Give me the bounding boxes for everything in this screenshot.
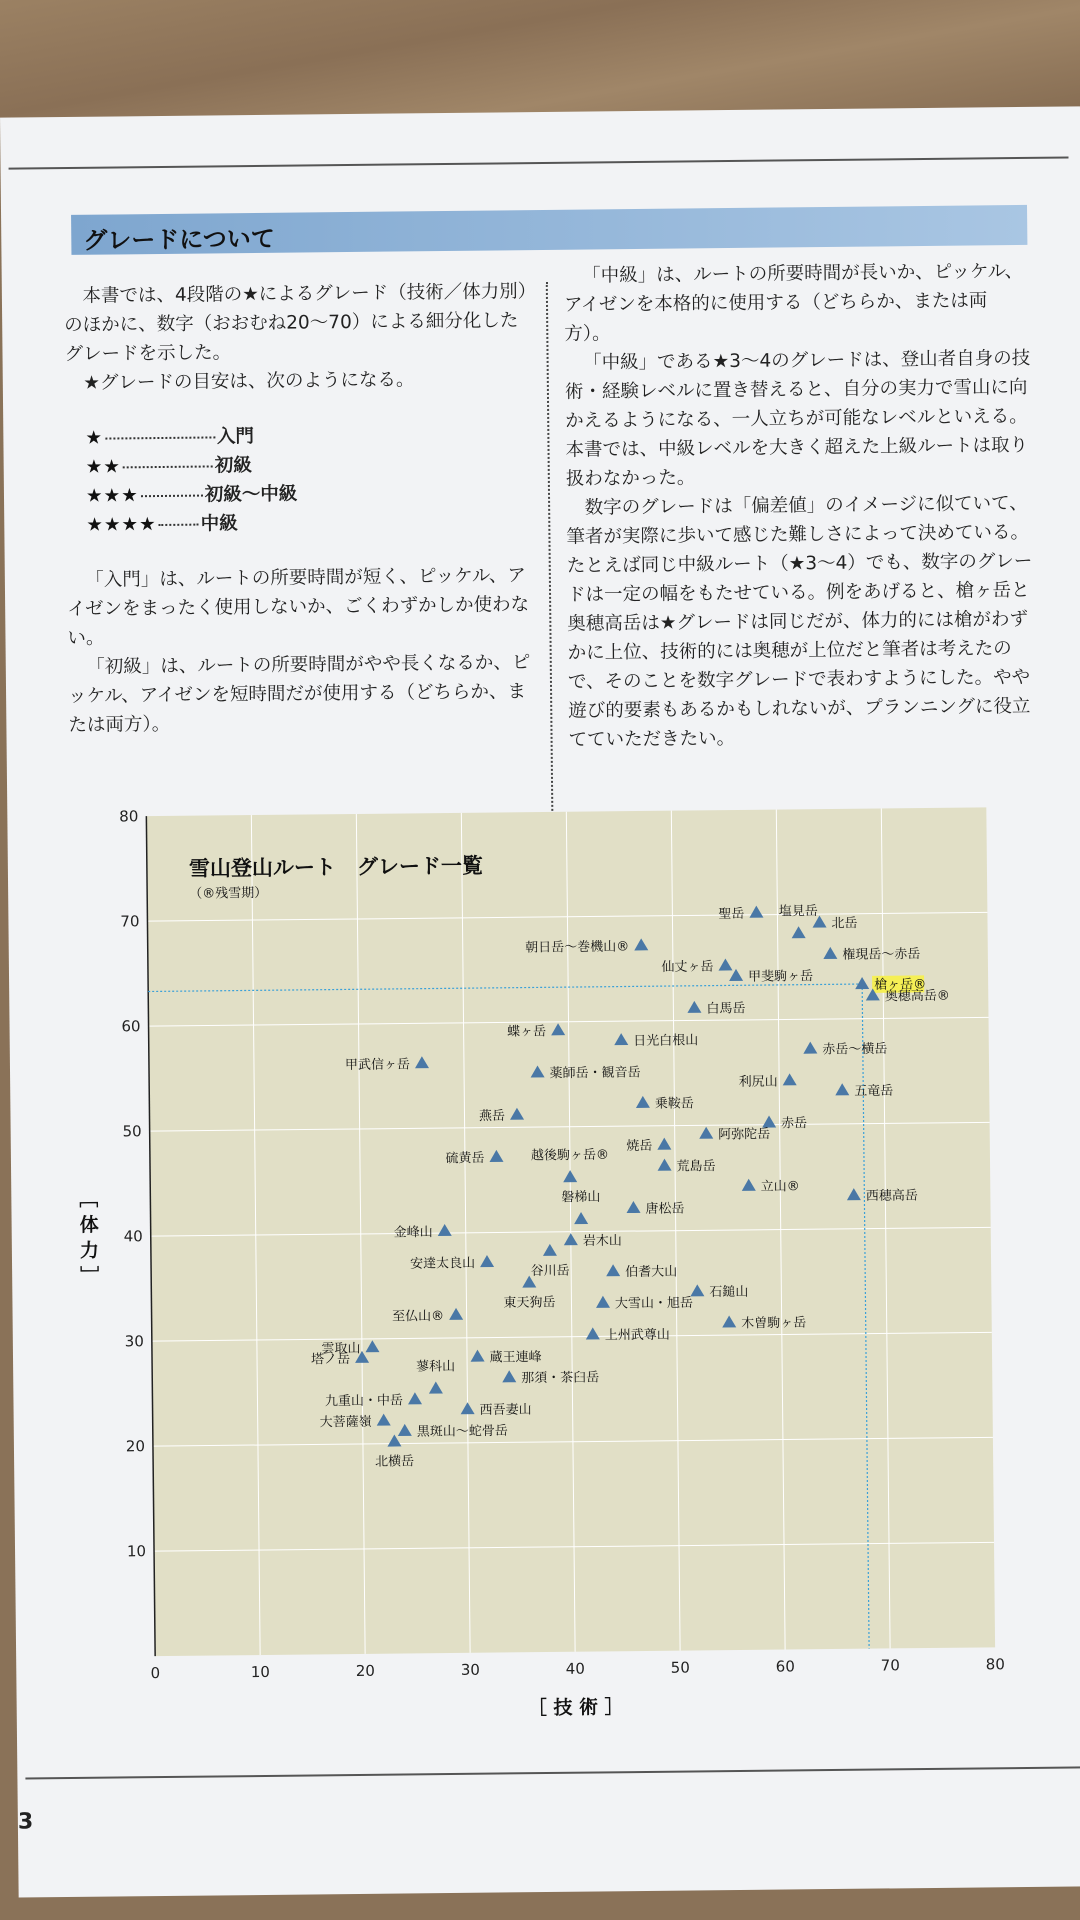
route-label: 北横岳 xyxy=(375,1454,415,1470)
route-label: 雲取山 xyxy=(321,1341,361,1357)
grade-stars: ★ xyxy=(85,427,104,449)
route-label: 岩木山 xyxy=(582,1233,622,1250)
x-tick-label: 20 xyxy=(355,1661,375,1681)
grade-row xyxy=(85,419,533,453)
route-label: 乗鞍岳 xyxy=(654,1096,694,1112)
left-paragraph-1: 本書では、4段階の★によるグレード（技術／体力別）のほかに、数字（おおむね20〜70）による細分化したグレードを示した。 xyxy=(64,281,528,365)
route-label: 甲斐駒ヶ岳 xyxy=(747,969,814,985)
route-label: 薬師岳・観音岳 xyxy=(549,1065,641,1082)
route-label: 蔵王連峰 xyxy=(489,1349,542,1366)
route-label: 木曽駒ヶ岳 xyxy=(741,1315,807,1332)
route-label: 谷川岳 xyxy=(530,1263,570,1280)
route-label: 白馬岳 xyxy=(706,1001,746,1017)
right-paragraph-2: 「中級」である★3〜4のグレードは、登山者自身の技術・経験レベルに置き替えると、自分の実力で雪山に向かえるようになる、一人立ちが可能なレベルといえる。本書では、中級レベルを大きく超えた上級ルートは取り扱わなかった。 xyxy=(564,347,1031,490)
route-label: 権現岳〜赤岳 xyxy=(842,946,921,963)
top-rule xyxy=(9,156,1069,169)
y-tick-label: 50 xyxy=(122,1122,142,1141)
page-number: 3 xyxy=(17,1809,34,1835)
grade-label: 入門 xyxy=(216,426,255,448)
section-banner xyxy=(71,205,1027,255)
route-label: 金峰山 xyxy=(393,1225,433,1241)
route-label: 朝日岳〜巻機山® xyxy=(525,939,630,956)
y-tick-label: 70 xyxy=(120,912,140,931)
route-label: 至仏山® xyxy=(392,1308,445,1325)
route-label: 奥穂高岳® xyxy=(884,988,950,1005)
route-label: 赤岳 xyxy=(781,1116,808,1132)
x-tick-label: 0 xyxy=(150,1664,161,1683)
y-tick-label: 10 xyxy=(126,1542,147,1561)
route-label: 燕岳 xyxy=(478,1108,506,1125)
route-label: 西穂高岳 xyxy=(865,1188,918,1205)
route-label: 阿弥陀岳 xyxy=(718,1127,771,1143)
x-tick-label: 10 xyxy=(250,1662,270,1682)
left-paragraph-2: ★グレードの目安は、次のようになる。 xyxy=(83,369,415,394)
right-paragraph-1: 「中級」は、ルートの所要時間が長いか、ピッケル、アイゼンを本格的に使用する（どちらか、または両方）。 xyxy=(563,260,1024,345)
route-label: 硫黄岳 xyxy=(445,1151,485,1167)
x-tick-label: 30 xyxy=(460,1660,480,1679)
x-tick-label: 40 xyxy=(565,1659,585,1678)
route-label: 聖岳 xyxy=(718,906,745,923)
route-label: 黒斑山〜蛇骨岳 xyxy=(416,1423,508,1440)
grade-stars: ★★★★ xyxy=(86,514,157,536)
route-label: 石鎚山 xyxy=(709,1284,749,1301)
route-label: 焼岳 xyxy=(626,1138,653,1155)
route-label: 東天狗岳 xyxy=(503,1295,556,1311)
x-tick-label: 50 xyxy=(670,1658,690,1677)
y-tick-label: 40 xyxy=(123,1227,143,1246)
x-tick-label: 80 xyxy=(985,1655,1005,1674)
route-label: 槍ヶ岳® xyxy=(874,977,927,993)
x-tick-label: 60 xyxy=(775,1657,795,1676)
route-label: 磐梯山 xyxy=(561,1189,601,1206)
route-label: 北岳 xyxy=(831,916,858,932)
route-label: 蝶ヶ岳 xyxy=(507,1024,547,1040)
route-label: 塔ノ岳 xyxy=(310,1351,351,1368)
bottom-rule xyxy=(25,1766,1080,1779)
y-tick-label: 20 xyxy=(125,1437,146,1456)
grade-label: 初級〜中級 xyxy=(204,483,298,506)
grade-row xyxy=(86,506,534,540)
grade-row xyxy=(86,448,534,482)
grade-row xyxy=(86,477,534,511)
route-label: 塩見岳 xyxy=(778,904,818,920)
route-label: 荒島岳 xyxy=(676,1159,716,1175)
right-column xyxy=(564,257,1037,755)
grade-stars: ★★ xyxy=(85,456,121,478)
route-label: 大菩薩嶺 xyxy=(319,1414,372,1431)
route-label: 立山® xyxy=(760,1179,800,1195)
route-label: 蓼科山 xyxy=(416,1359,456,1375)
scatter-chart xyxy=(61,792,1031,1722)
route-label: 伯耆大山 xyxy=(625,1264,678,1281)
route-label: 唐松岳 xyxy=(645,1201,685,1217)
route-label: 安達太良山 xyxy=(409,1256,476,1272)
grade-legend xyxy=(85,419,534,540)
section-title: グレードについて xyxy=(83,224,275,255)
route-label: 西吾妻山 xyxy=(479,1402,532,1419)
route-label: 利尻山 xyxy=(738,1074,778,1090)
route-label: 赤岳〜横岳 xyxy=(822,1041,888,1058)
route-label: 日光白根山 xyxy=(633,1033,699,1049)
route-label: 九重山・中岳 xyxy=(324,1393,404,1410)
y-tick-label: 80 xyxy=(119,807,139,826)
y-tick-label: 60 xyxy=(121,1017,141,1036)
left-paragraph-4: 「初級」は、ルートの所要時間がやや長くなるか、ピッケル、アイゼンを短時間だが使用する（どちらか、または両方）。 xyxy=(67,652,531,736)
grade-stars: ★★★ xyxy=(85,485,139,507)
left-column xyxy=(64,277,537,740)
x-tick-label: 70 xyxy=(880,1656,900,1675)
route-label: 仙丈ヶ岳 xyxy=(661,959,714,976)
route-label: 大雪山・旭岳 xyxy=(614,1295,694,1312)
x-axis-title: ［ 技 術 ］ xyxy=(527,1696,624,1720)
route-label: 五竜岳 xyxy=(854,1083,894,1100)
left-paragraph-3: 「入門」は、ルートの所要時間が短く、ピッケル、アイゼンをまったく使用しないか、ごくわずかしか使わない。 xyxy=(67,565,530,649)
route-label: 甲武信ヶ岳 xyxy=(344,1057,411,1073)
y-axis-title: ［ 体 力 ］ xyxy=(76,1188,100,1285)
grade-chart xyxy=(61,792,1031,1722)
chart-title: 雪山登山ルート グレード一覧 xyxy=(188,853,484,881)
chart-subtitle: （®残雪期） xyxy=(189,885,268,902)
grade-label: 中級 xyxy=(200,513,238,535)
book-page xyxy=(0,106,1080,1897)
y-tick-label: 30 xyxy=(124,1332,144,1351)
route-label: 上州武尊山 xyxy=(604,1327,670,1344)
route-label: 那須・茶臼岳 xyxy=(521,1370,600,1387)
grade-label: 初級 xyxy=(214,455,252,477)
right-paragraph-3: 数字のグレードは「偏差値」のイメージに似ていて、筆者が実際に歩いて感じた難しさによって決めている。たとえば同じ中級ルート（★3〜4）でも、数字のグレードは一定の幅をもたせている。例をあげると、槍ヶ岳と奥穂高岳は★グレードは同じだが、体力的には槍がわずかに上位、技術的には奥穂が上位だと筆者は考えたので、そのことを数字グレードで表わすようにした。やや遊び的要素もあるかもしれないが、プランニングに役立てていただきたい。 xyxy=(566,492,1033,751)
route-label: 越後駒ヶ岳® xyxy=(530,1147,610,1164)
